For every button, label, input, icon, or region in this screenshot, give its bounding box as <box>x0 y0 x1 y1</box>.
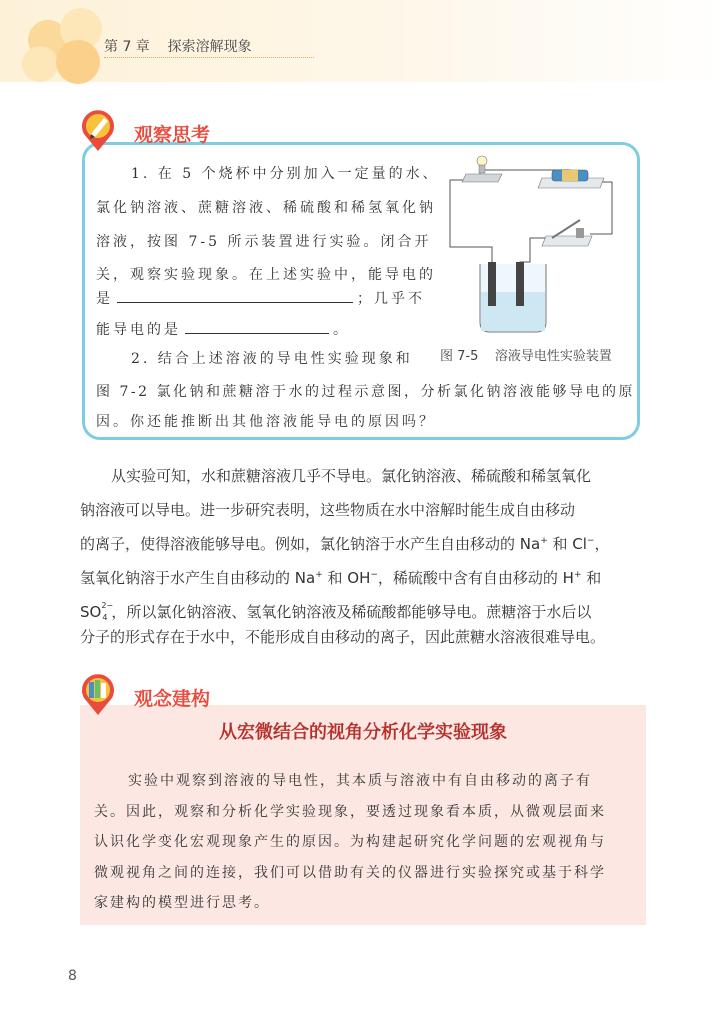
switch-icon <box>552 220 584 238</box>
battery-icon <box>552 170 588 181</box>
body-text: 和 Cl <box>547 535 587 553</box>
chapter-title: 第 7 章 探索溶解现象 <box>104 39 252 55</box>
section-label-observe: 观察思考 <box>134 124 211 146</box>
body-line <box>80 533 609 554</box>
pencil-icon <box>80 108 116 152</box>
observe-line: 关，观察实验现象。在上述实验中，能导电的 <box>96 267 436 283</box>
observe-text: 。 <box>333 322 350 338</box>
switch-board <box>542 236 592 246</box>
body-text: 和 <box>581 569 602 587</box>
ion-charge: − <box>586 536 595 546</box>
ion-charge: + <box>573 570 582 580</box>
section-label-concept: 观念建构 <box>134 688 211 710</box>
concept-line: 实验中观察到溶液的导电性，其本质与溶液中有自由移动的离子有 <box>128 773 592 789</box>
observe-line: 1. 在 5 个烧杯中分别加入一定量的水、 <box>131 166 440 182</box>
body-text: ，所以氯化钠溶液、氢氧化钠溶液及稀硫酸都能够导电。蔗糖溶于水后以 <box>111 603 592 621</box>
concept-line: 关。因此，观察和分析化学实验现象，要透过现象看本质，从微观层面来 <box>94 804 606 820</box>
beaker-icon <box>480 262 546 332</box>
observe-text: 能导电的是 <box>96 322 181 338</box>
header-decoration <box>56 40 100 84</box>
concept-line: 微观视角之间的连接，我们可以借助有关的仪器进行实验探究或基于科学 <box>94 865 606 881</box>
ion-charge: 2− <box>101 600 114 610</box>
body-line: 分子的形式存在于水中，不能形成自由移动的离子，因此蔗糖水溶液很难导电。 <box>80 628 606 646</box>
body-line: 钠溶液可以导电。进一步研究表明，这些物质在水中溶解时能生成自由移动 <box>80 501 576 519</box>
observe-line: 2. 结合上述溶液的导电性实验现象和 <box>131 351 413 367</box>
observe-line: 氯化钠溶液、蔗糖溶液、稀硫酸和稀氢氧化钠 <box>96 200 436 216</box>
page-number: 8 <box>68 968 77 984</box>
body-text: ， <box>594 535 610 553</box>
body-text: ，稀硫酸中含有自由移动的 H <box>377 569 574 587</box>
observe-text: ；几乎不 <box>357 291 425 307</box>
header-decoration <box>22 46 58 82</box>
conductivity-apparatus-figure <box>440 152 620 337</box>
answer-blank-conductive[interactable] <box>117 288 353 303</box>
figure-caption: 图 7-5 溶液导电性实验装置 <box>440 349 612 364</box>
body-text: 和 OH <box>322 569 371 587</box>
body-line: 从实验可知，水和蔗糖溶液几乎不导电。氯化钠溶液、稀硫酸和稀氢氧化 <box>111 467 592 485</box>
bulb-board <box>462 174 502 182</box>
concept-line: 家建构的模型进行思考。 <box>94 895 270 911</box>
chapter-rule <box>104 57 314 58</box>
body-line <box>80 567 601 588</box>
concept-title: 从宏微结合的视角分析化学实验现象 <box>219 722 507 743</box>
body-text: 的离子，使得溶液能够导电。例如，氯化钠溶于水产生自由移动的 Na <box>80 535 541 553</box>
ion-subscript: 4 <box>102 612 108 622</box>
observe-line: 图 7-2 氯化钠和蔗糖溶于水的过程示意图，分析氯化钠溶液能够导电的原 <box>96 384 635 400</box>
ion-charge: − <box>370 570 378 580</box>
ion-charge: + <box>315 570 323 580</box>
sulfate-indices <box>101 600 114 622</box>
observe-line: 溶液，按图 7-5 所示装置进行实验。闭合开 <box>96 234 432 250</box>
ion-charge: + <box>540 536 548 546</box>
observe-text: 是 <box>96 291 113 307</box>
observe-line <box>96 319 350 339</box>
observe-line: 因。你还能推断出其他溶液能导电的原因吗？ <box>96 414 436 430</box>
books-icon <box>80 672 116 716</box>
body-text: SO <box>80 603 102 621</box>
answer-blank-nonconductive[interactable] <box>185 319 329 334</box>
body-text: 氢氧化钠溶于水产生自由移动的 Na <box>80 569 316 587</box>
observe-line <box>96 288 425 308</box>
concept-line: 认识化学变化宏观现象产生的原因。为构建起研究化学问题的宏观视角与 <box>94 834 606 850</box>
body-line <box>80 601 591 622</box>
